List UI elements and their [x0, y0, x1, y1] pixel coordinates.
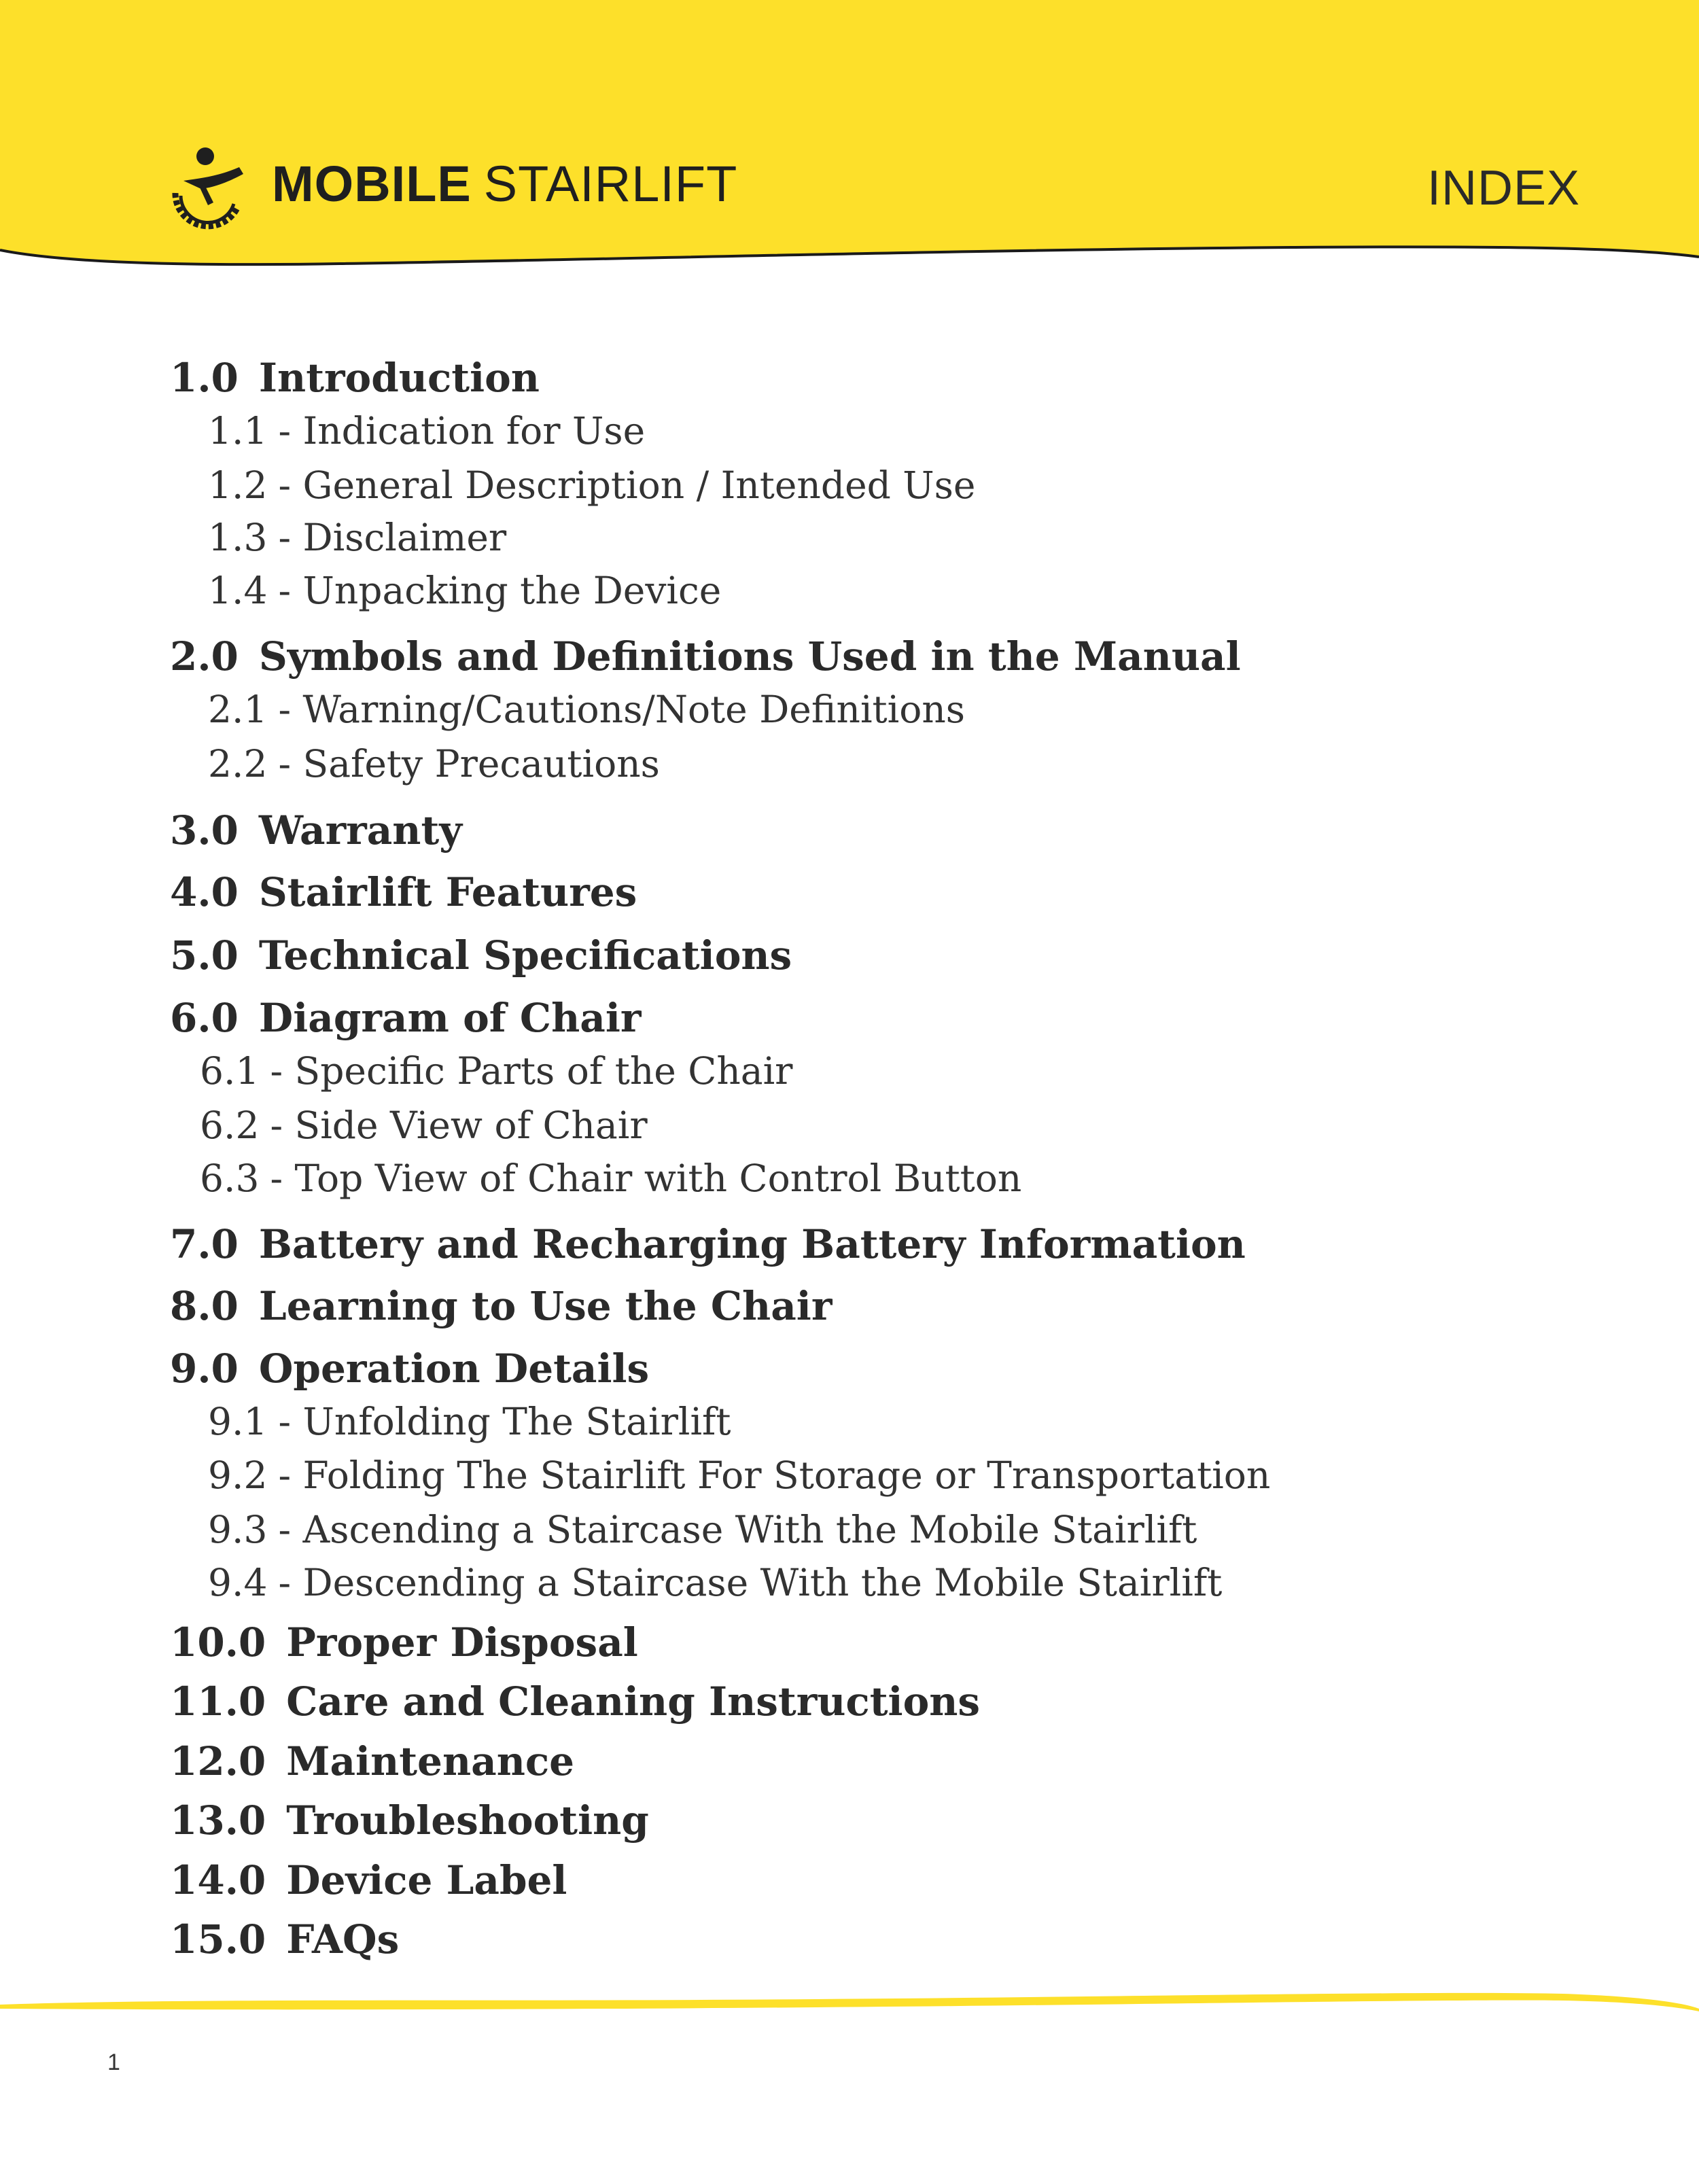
brand-logo — [163, 136, 737, 231]
toc-title: Symbols and Definitions Used in the Manual — [258, 633, 1241, 680]
toc-title: - Safety Precautions — [278, 742, 660, 786]
toc-title: Diagram of Chair — [258, 995, 642, 1041]
toc-title: - Unpacking the Device — [278, 569, 722, 612]
toc-section-heading[interactable] — [170, 633, 1241, 680]
toc-number: 12.0 — [170, 1738, 266, 1784]
toc-subsection[interactable] — [208, 688, 965, 731]
brand-name-light: STAIRLIFT — [483, 155, 738, 212]
toc-number: 9.2 — [208, 1454, 268, 1497]
toc-subsection[interactable] — [208, 516, 506, 559]
toc-number: 5.0 — [170, 932, 239, 979]
toc-subsection[interactable] — [208, 1454, 1270, 1497]
toc-number: 4.0 — [170, 869, 239, 915]
toc-subsection[interactable] — [208, 463, 975, 507]
toc-number: 11.0 — [170, 1678, 266, 1725]
toc-number: 13.0 — [170, 1797, 266, 1844]
toc-number: 1.4 — [208, 569, 268, 612]
toc-number: 2.0 — [170, 633, 239, 680]
toc-section-heading[interactable] — [170, 1221, 1246, 1267]
toc-section-heading[interactable] — [170, 1797, 649, 1844]
toc-title: - Unfolding The Stairlift — [278, 1400, 731, 1443]
toc-section-heading[interactable] — [170, 869, 637, 915]
toc-number: 2.2 — [208, 742, 268, 786]
footer-swoosh — [0, 1984, 1699, 2025]
toc-section-heading[interactable] — [170, 355, 540, 401]
toc-section-heading[interactable] — [170, 995, 641, 1041]
toc-title: - Indication for Use — [278, 409, 646, 453]
toc-subsection[interactable] — [200, 1049, 792, 1093]
toc-number: 3.0 — [170, 807, 239, 853]
toc-number: 6.1 — [200, 1049, 260, 1093]
toc-section-heading[interactable] — [170, 1678, 980, 1725]
toc-title: - Descending a Staircase With the Mobile Stairlift — [278, 1561, 1223, 1604]
toc-number: 6.0 — [170, 995, 239, 1041]
toc-number: 9.4 — [208, 1561, 268, 1604]
toc-title: Learning to Use the Chair — [258, 1283, 833, 1329]
toc-number: 6.3 — [200, 1157, 260, 1200]
toc-title: - Top View of Chair with Control Button — [270, 1157, 1022, 1200]
person-wheel-logo-icon — [163, 136, 258, 231]
toc-title: Troubleshooting — [286, 1797, 649, 1844]
toc-number: 14.0 — [170, 1857, 266, 1903]
toc-section-heading[interactable] — [170, 1283, 832, 1329]
toc-title: Operation Details — [258, 1345, 650, 1392]
toc-number: 9.3 — [208, 1508, 268, 1551]
toc-section-heading[interactable] — [170, 1916, 399, 1962]
toc-subsection[interactable] — [208, 742, 660, 786]
toc-subsection[interactable] — [208, 569, 721, 612]
toc-number: 1.0 — [170, 355, 239, 401]
page-number: 1 — [107, 2049, 120, 2075]
page-title: INDEX — [1426, 161, 1580, 215]
toc-subsection[interactable] — [208, 1561, 1222, 1604]
toc-section-heading[interactable] — [170, 1738, 574, 1784]
toc-number: 2.1 — [208, 688, 268, 731]
toc-number: 6.2 — [200, 1104, 260, 1147]
toc-section-heading[interactable] — [170, 1857, 567, 1903]
toc-subsection[interactable] — [208, 409, 645, 453]
toc-title: - Warning/Cautions/Note Definitions — [278, 688, 965, 731]
toc-title: - Disclaimer — [278, 516, 507, 559]
toc-title: Warranty — [258, 807, 462, 853]
toc-number: 9.1 — [208, 1400, 268, 1443]
toc-title: Maintenance — [286, 1738, 575, 1784]
toc-section-heading[interactable] — [170, 1619, 638, 1666]
toc-title: - General Description / Intended Use — [278, 463, 976, 507]
toc-title: Technical Specifications — [258, 932, 792, 979]
toc-title: - Specific Parts of the Chair — [270, 1049, 793, 1093]
toc-number: 10.0 — [170, 1619, 266, 1666]
toc-title: - Side View of Chair — [270, 1104, 648, 1147]
toc-number: 9.0 — [170, 1345, 239, 1392]
toc-title: Care and Cleaning Instructions — [286, 1678, 981, 1725]
toc-title: FAQs — [286, 1916, 400, 1962]
toc-title: Battery and Recharging Battery Information — [258, 1221, 1246, 1267]
toc-title: Proper Disposal — [286, 1619, 638, 1666]
toc-number: 8.0 — [170, 1283, 239, 1329]
toc-title: Introduction — [258, 355, 540, 401]
toc-title: - Folding The Stairlift For Storage or Transportation — [278, 1454, 1271, 1497]
toc-subsection[interactable] — [208, 1508, 1197, 1551]
toc-section-heading[interactable] — [170, 1345, 649, 1392]
toc-section-heading[interactable] — [170, 807, 462, 853]
toc-title: - Ascending a Staircase With the Mobile Stairlift — [278, 1508, 1197, 1551]
toc-number: 7.0 — [170, 1221, 239, 1267]
toc-number: 1.3 — [208, 516, 268, 559]
brand-name-bold: MOBILE — [272, 155, 472, 212]
toc-title: Stairlift Features — [258, 869, 637, 915]
toc-subsection[interactable] — [200, 1157, 1021, 1200]
toc-subsection[interactable] — [208, 1400, 731, 1443]
toc-number: 1.2 — [208, 463, 268, 507]
toc-section-heading[interactable] — [170, 932, 792, 979]
toc-number: 15.0 — [170, 1916, 266, 1962]
toc-subsection[interactable] — [200, 1104, 648, 1147]
toc-number: 1.1 — [208, 409, 268, 453]
toc-title: Device Label — [286, 1857, 567, 1903]
